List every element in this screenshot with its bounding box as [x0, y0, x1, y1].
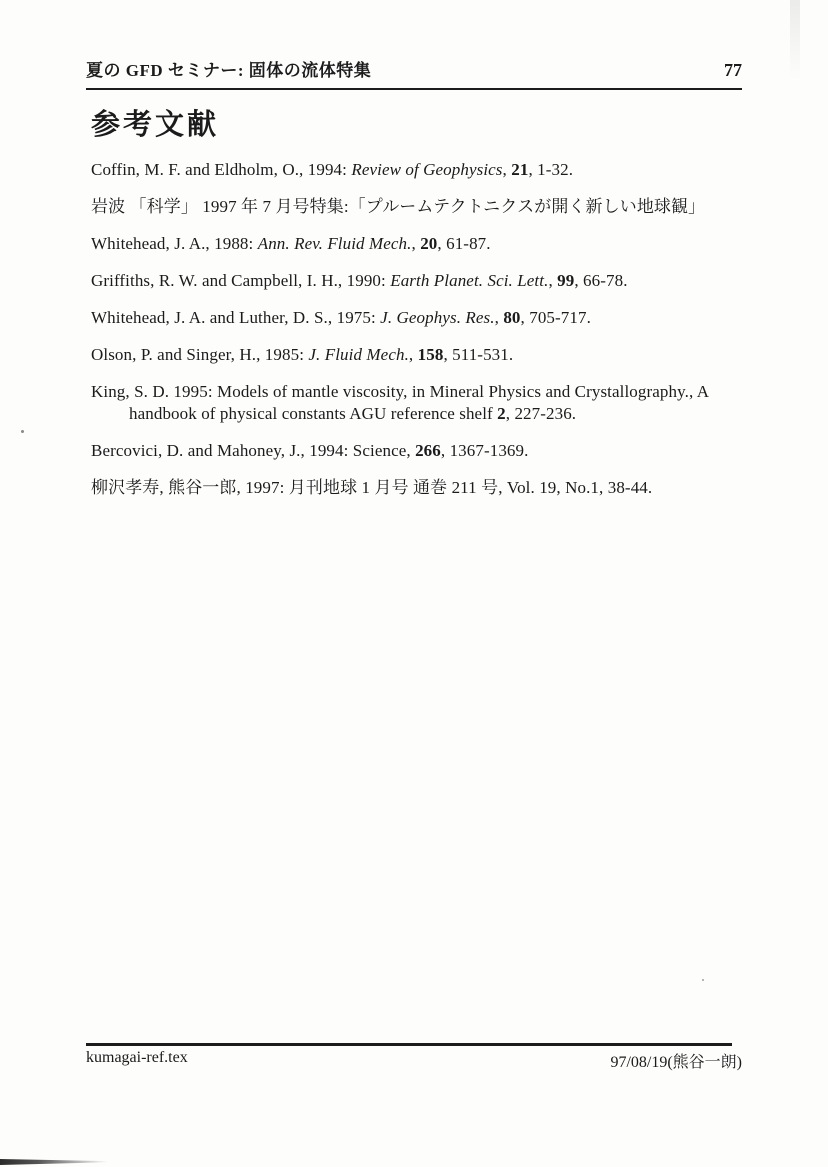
reference-entry: Olson, P. and Singer, H., 1985: J. Fluid Mech., 158, 511-531. [91, 345, 514, 364]
scan-smudge [0, 1158, 108, 1165]
footer-rule [86, 1043, 732, 1046]
running-header [86, 56, 742, 90]
footer [86, 1049, 742, 1072]
reference-entry: King, S. D. 1995: Models of mantle viscosity, in Mineral Physics and Crystallography., A handbook of physical constants AGU reference shelf 2, 227-236. [91, 382, 709, 423]
reference-entry: Griffiths, R. W. and Campbell, I. H., 1990: Earth Planet. Sci. Lett., 99, 66-78. [91, 271, 628, 290]
header-title: 夏の GFD セミナー: 固体の流体特集 [86, 61, 372, 80]
page-number: 77 [724, 60, 742, 80]
footer-filename: kumagai-ref.tex [86, 1049, 188, 1066]
scan-edge-shade [790, 0, 800, 80]
reference-entry: Whitehead, J. A. and Luther, D. S., 1975: J. Geophys. Res., 80, 705-717. [91, 308, 591, 327]
footer-date: 97/08/19(熊谷一朗) [610, 1054, 742, 1071]
reference-entry: 柳沢孝寿, 熊谷一郎, 1997: 月刊地球 1 月号 通巻 211 号, Vol. 19, No.1, 38-44. [91, 478, 653, 497]
scan-speck [21, 430, 24, 433]
reference-entry: Bercovici, D. and Mahoney, J., 1994: Science, 266, 1367-1369. [91, 441, 529, 460]
reference-entry: Whitehead, J. A., 1988: Ann. Rev. Fluid Mech., 20, 61-87. [91, 234, 491, 253]
scan-speck [702, 979, 704, 981]
references-list [91, 159, 751, 514]
reference-entry: 岩波 「科学」 1997 年 7 月号特集:「プルームテクトニクスが開く新しい地球観」 [91, 197, 706, 216]
section-title: 参考文献 [91, 109, 220, 141]
reference-entry: Coffin, M. F. and Eldholm, O., 1994: Review of Geophysics, 21, 1-32. [91, 160, 574, 179]
